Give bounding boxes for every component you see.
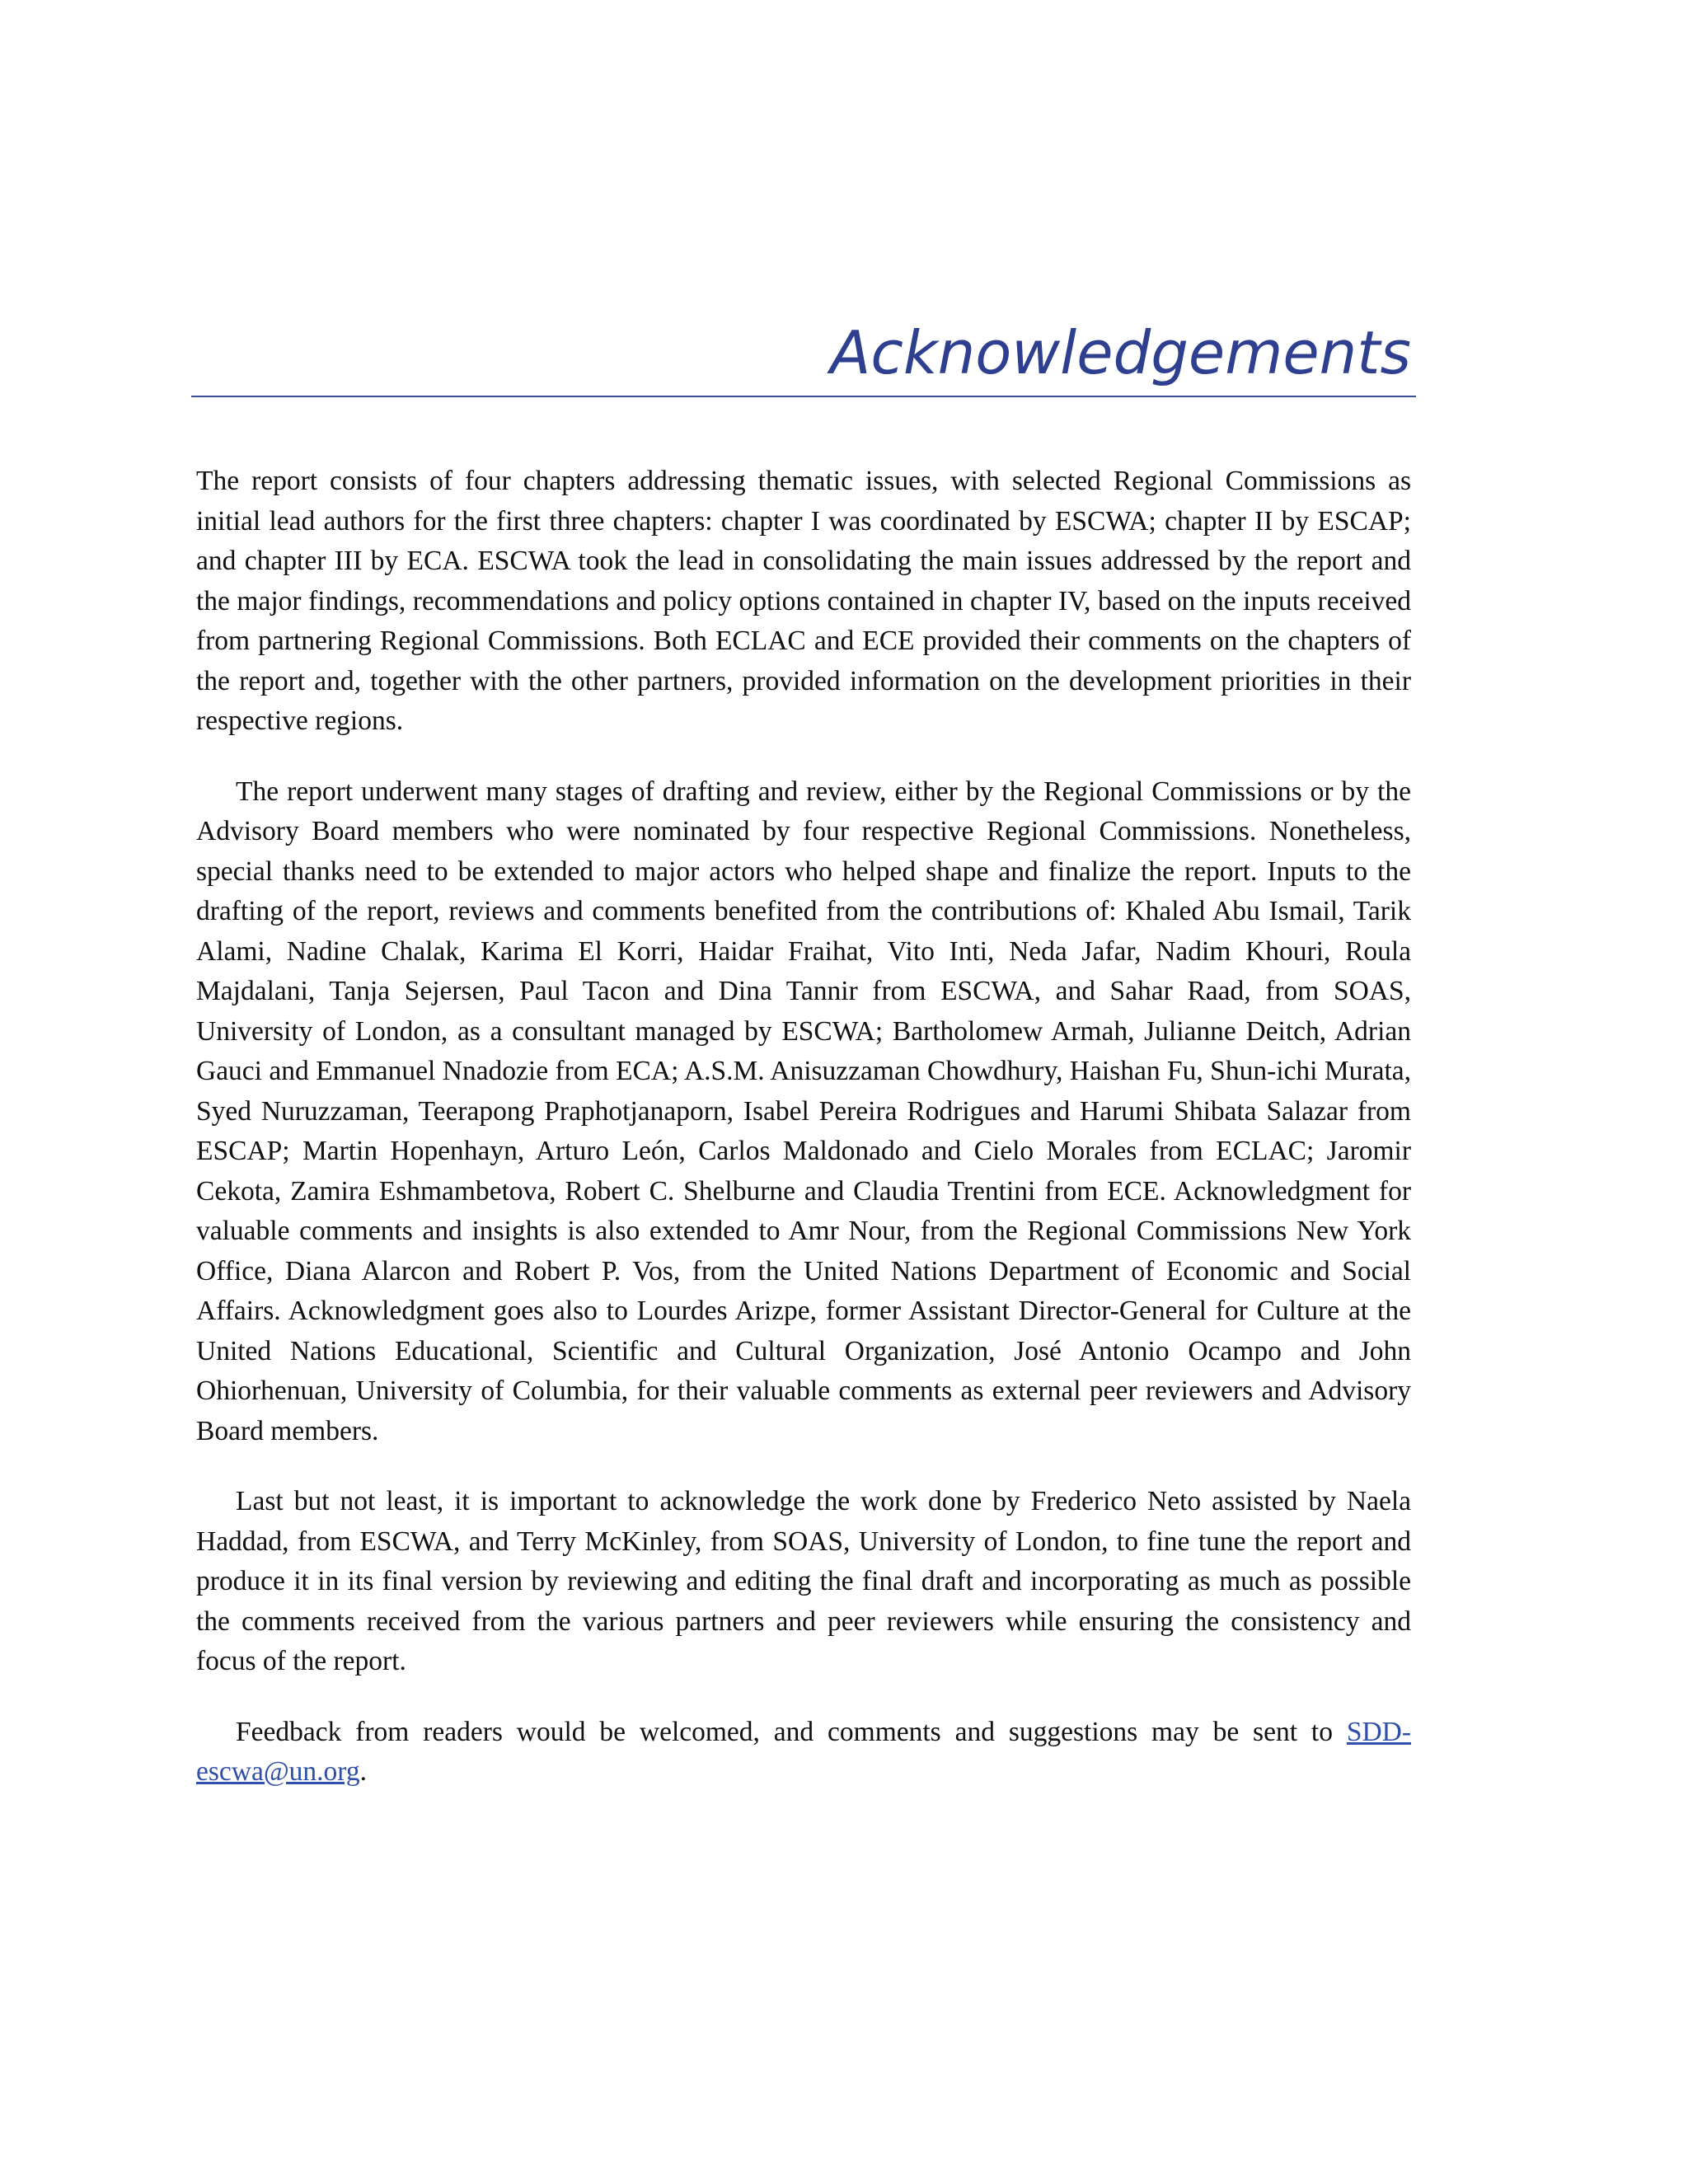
page-title: Acknowledgements <box>830 318 1411 387</box>
paragraph-1: The report consists of four chapters addressing thematic issues, with selected Regional Commissions as initial lead authors for the first three chapters: chapter I was coordinated by ESCWA; chapter II by ESCAP; and chapter III by ECA. ESCWA took the lead in consolidating the main issues addressed by the report and the major findings, recommendations and policy options contained in chapter IV, based on the inputs received from partnering Regional Commissions. Both ECLAC and ECE provided their comments on the chapters of the report and, together with the other partners, provided information on the development priorities in their respective regions. <box>196 466 1411 736</box>
paragraph-feedback <box>196 1713 1411 1793</box>
title-underline-rule <box>191 396 1416 397</box>
feedback-end: . <box>359 1756 367 1787</box>
feedback-text: Feedback from readers would be welcomed, and comments and suggestions may be sent to <box>236 1716 1347 1747</box>
acknowledgements-body <box>196 462 1411 1823</box>
paragraph-2: The report underwent many stages of drafting and review, either by the Regional Commissions or by the Advisory Board members who were nominated by four respective Regional Commissions. Nonetheless, special thanks need to be extended to major actors who helped shape and finalize the report. Inputs to the drafting of the report, reviews and comments benefited from the contributions of: Khaled Abu Ismail, Tarik Alami, Nadine Chalak, Karima El Korri, Haidar Fraihat, Vito Inti, Neda Jafar, Nadim Khouri, Roula Majdalani, Tanja Sejersen, Paul Tacon and Dina Tannir from ESCWA, and Sahar Raad, from SOAS, University of London, as a consultant managed by ESCWA; Bartholomew Armah, Julianne Deitch, Adrian Gauci and Emmanuel Nnadozie from ECA; A.S.M. Anisuzzaman Chowdhury, Haishan Fu, Shun-ichi Murata, Syed Nuruzzaman, Teerapong Praphotjanaporn, Isabel Pereira Rodrigues and Harumi Shibata Salazar from ESCAP; Martin Hopenhayn, Arturo León, Carlos Maldonado and Cielo Morales from ECLAC; Jaromir Cekota, Zamira Eshmambetova, Robert C. Shelburne and Claudia Trentini from ECE. Acknowledgment for valuable comments and insights is also extended to Amr Nour, from the Regional Commissions New York Office, Diana Alarcon and Robert P. Vos, from the United Nations Department of Economic and Social Affairs. Acknowledgment goes also to Lourdes Arizpe, former Assistant Director-General for Culture at the United Nations Educational, Scientific and Cultural Organization, José Antonio Ocampo and John Ohiorhenuan, University of Columbia, for their valuable comments as external peer reviewers and Advisory Board members. <box>196 776 1411 1446</box>
paragraph-3: Last but not least, it is important to acknowledge the work done by Frederico Neto assisted by Naela Haddad, from ESCWA, and Terry McKinley, from SOAS, University of London, to fine tune the report and produce it in its final version by reviewing and editing the final draft and incorporating as much as possible the comments received from the various partners and peer reviewers while ensuring the consistency and focus of the report. <box>196 1486 1411 1676</box>
feedback-email-link[interactable]: SDD-escwa@un.org <box>196 1716 1411 1787</box>
heading-section <box>191 312 1416 397</box>
